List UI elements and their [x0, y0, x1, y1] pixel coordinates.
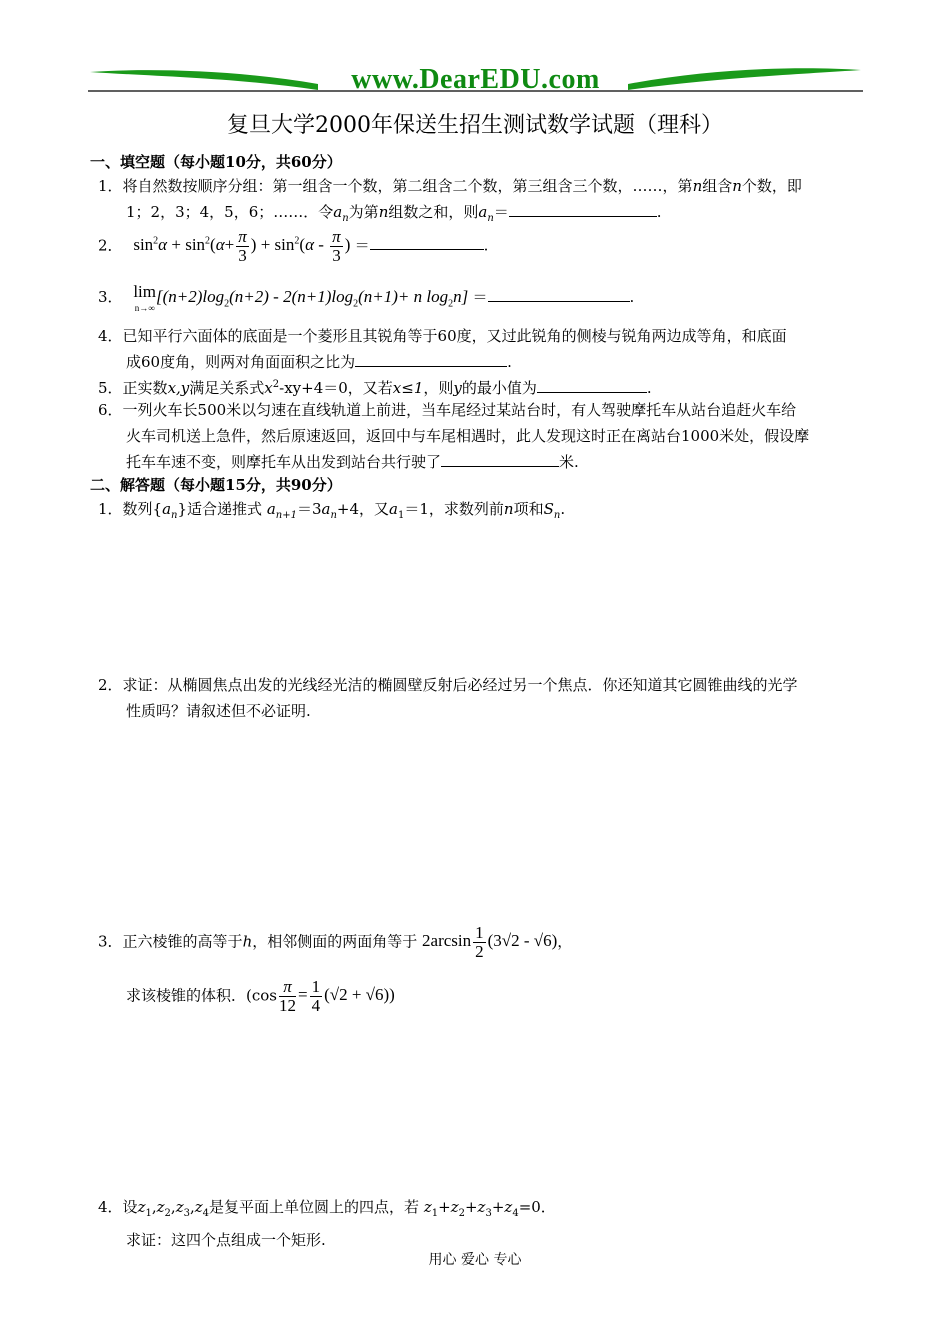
- answer-blank: [488, 285, 630, 302]
- question-2-4: 4．设$z_1,z_2,z_3,z_4$是复平面上单位圆上的四点，若 $z_1+z_2+z_3+z_4=0$． 求证：这四个点组成一个矩形.: [98, 1198, 556, 1249]
- site-banner: [88, 60, 863, 100]
- question-2-3: 3．正六棱锥的高等于h，相邻侧面的两面角等于 2arcsin $\frac{1}{2}$ (3√2 - √6)，: [98, 923, 573, 961]
- page-footer: 用心 爱心 专心: [428, 1252, 522, 1268]
- question-1-1: 1．将自然数按顺序分组：第一组含一个数，第二组含二个数，第三组含三个数，……，第n组含n个数，即 1；2，3；4，5，6；……．令$a_n$为第n组数之和，则$a_n=$ .: [98, 177, 802, 224]
- site-url[interactable]: www.DearEDU.com: [351, 64, 600, 95]
- question-2-2: 2．求证：从椭圆焦点出发的光线经光洁的椭圆壁反射后必经过另一个焦点．你还知道其它圆锥曲线的光学 性质吗？请叙述但不必证明.: [98, 676, 798, 720]
- section-heading-solutions: 二、解答题（每小题15分，共90分）: [90, 476, 342, 494]
- question-1-4: 4．已知平行六面体的底面是一个菱形且其锐角等于60度，又过此锐角的侧棱与锐角两边成等角，和底面 成60度角，则两对角面面积之比为 .: [98, 327, 787, 371]
- answer-blank: [355, 350, 507, 367]
- answer-blank: [509, 200, 657, 217]
- section-heading-fill-blank: 一、填空题（每小题10分，共60分）: [90, 153, 342, 171]
- answer-blank: [441, 450, 559, 467]
- question-1-3: 3． lim n→∞ [$(n+2)\log_2(n+2) - 2(n+1)\log_2(n+1)+ n$ $\log_2n$] ＝ .: [98, 282, 635, 313]
- answer-blank: [370, 233, 484, 250]
- question-2-1: 1．数列$\{a_n\}$适合递推式 $a_{n+1}=3a_n+4$，又$a_1=1$，求数列前n项和$S_n$.: [98, 500, 566, 521]
- question-1-6: 6．一列火车长500米以匀速在直线轨道上前进，当车尾经过某站台时，有人驾驶摩托车从站台追赶火车给 火车司机送上急件，然后原速返回，返回中与车尾相遇时，此人发现这时正在离站台1000米处，假设摩 托车车速不变，则摩托车从出发到站台共行驶了 米.: [98, 401, 810, 471]
- question-2-3-hint: 求该棱锥的体积．(cos $\frac{\pi}{12}$ = $\frac{1}{4}$ (√2 + √6)): [126, 977, 395, 1015]
- page-title: 复旦大学2000年保送生招生测试数学试题（理科）: [227, 113, 723, 138]
- question-1-2: 2． $\sin^2\alpha + \sin^2(\alpha+$ $\frac{\pi}{3}$ ) + $\sin^2(\alpha$ - $\frac{\pi}{3}$ ) ＝ .: [98, 227, 489, 265]
- question-1-5: 5．正实数x,y满足关系式$x^2-xy+4=0$，又若x≤1，则y的最小值为 .: [98, 372, 863, 401]
- answer-blank: [537, 376, 647, 393]
